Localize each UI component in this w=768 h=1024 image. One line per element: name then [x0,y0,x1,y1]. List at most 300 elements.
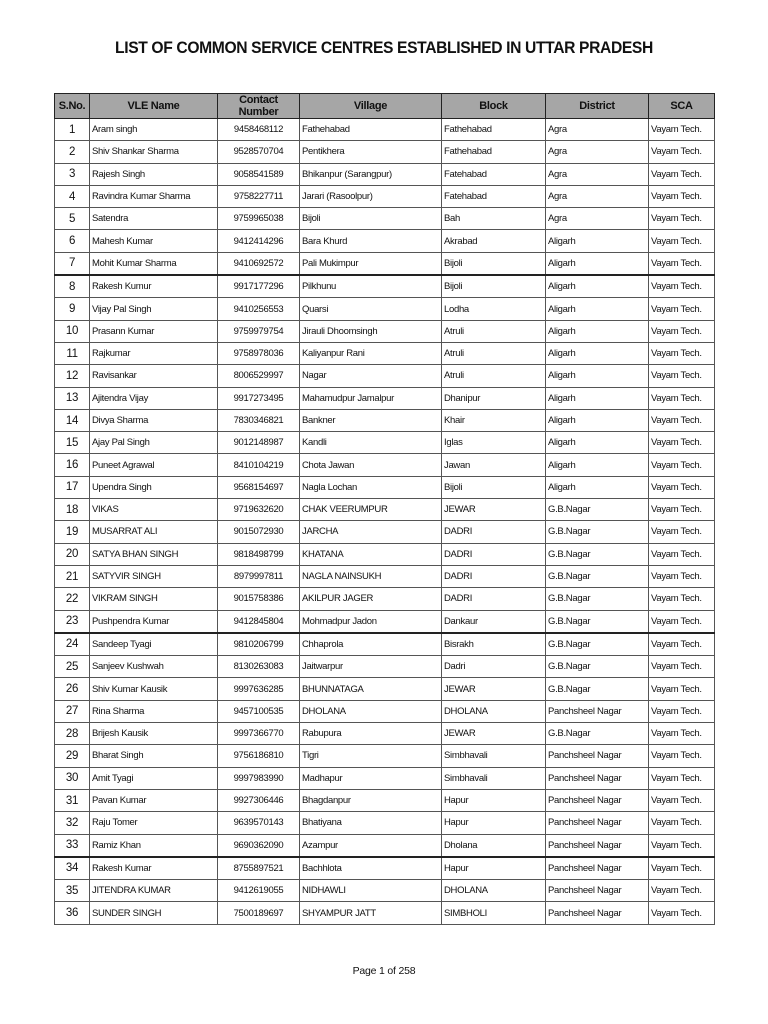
cell-vle-name: Upendra Singh [90,476,218,498]
cell-village: Quarsi [300,298,442,320]
cell-district: Aligarh [546,230,649,252]
cell-contact-number: 9810206799 [218,633,300,656]
cell-sno: 17 [55,476,90,498]
cell-contact-number: 9690362090 [218,834,300,857]
cell-sno: 12 [55,365,90,387]
cell-contact-number: 9568154697 [218,476,300,498]
table-row [55,252,715,275]
cell-contact-number: 9997366770 [218,723,300,745]
cell-vle-name: Rakesh Kumar [90,857,218,880]
cell-block: DADRI [442,565,546,587]
cell-sno: 11 [55,342,90,364]
column-header-sno: S.No. [55,94,90,119]
cell-sca: Vayam Tech. [649,208,715,230]
cell-block: Fathehabad [442,141,546,163]
cell-vle-name: Divya Sharma [90,409,218,431]
cell-district: Aligarh [546,409,649,431]
cell-vle-name: Ajitendra Vijay [90,387,218,409]
cell-sno: 9 [55,298,90,320]
cell-contact-number: 9528570704 [218,141,300,163]
cell-district: G.B.Nagar [546,656,649,678]
cell-village: NAGLA NAINSUKH [300,565,442,587]
cell-block: Dhanipur [442,387,546,409]
page-footer: Page 1 of 258 [352,965,416,977]
cell-village: Bachhlota [300,857,442,880]
cell-block: DHOLANA [442,880,546,902]
cell-village: Nagla Lochan [300,476,442,498]
column-header-sca: SCA [649,94,715,119]
table-row [55,767,715,789]
cell-contact-number: 9410256553 [218,298,300,320]
cell-contact-number: 9015758386 [218,588,300,610]
cell-district: Panchsheel Nagar [546,902,649,924]
cell-contact-number: 8130263083 [218,656,300,678]
table-row [55,521,715,543]
cell-contact-number: 9758227711 [218,185,300,207]
cell-village: BHUNNATAGA [300,678,442,700]
cell-village: Bankner [300,409,442,431]
cell-block: DADRI [442,543,546,565]
cell-sno: 1 [55,119,90,141]
cell-district: Panchsheel Nagar [546,789,649,811]
cell-sca: Vayam Tech. [649,163,715,185]
cell-sno: 6 [55,230,90,252]
table-row [55,342,715,364]
cell-sca: Vayam Tech. [649,723,715,745]
cell-vle-name: Pavan Kumar [90,789,218,811]
cell-sno: 20 [55,543,90,565]
cell-block: JEWAR [442,723,546,745]
cell-district: G.B.Nagar [546,588,649,610]
table-row [55,745,715,767]
cell-contact-number: 9917177296 [218,275,300,298]
cell-village: Mohmadpur Jadon [300,610,442,633]
cell-contact-number: 9997983990 [218,767,300,789]
cell-vle-name: Sanjeev Kushwah [90,656,218,678]
cell-district: Aligarh [546,252,649,275]
table-row [55,141,715,163]
cell-sno: 23 [55,610,90,633]
cell-sca: Vayam Tech. [649,834,715,857]
cell-district: Aligarh [546,454,649,476]
table-row [55,185,715,207]
cell-district: G.B.Nagar [546,678,649,700]
cell-block: SIMBHOLI [442,902,546,924]
cell-vle-name: Aram singh [90,119,218,141]
cell-sno: 21 [55,565,90,587]
cell-contact-number: 9927306446 [218,789,300,811]
cell-block: Fatehabad [442,163,546,185]
cell-sno: 33 [55,834,90,857]
cell-village: Kandli [300,432,442,454]
table-row [55,723,715,745]
cell-sno: 32 [55,812,90,834]
cell-district: G.B.Nagar [546,521,649,543]
cell-block: Atruli [442,342,546,364]
cell-sca: Vayam Tech. [649,565,715,587]
cell-vle-name: VIKRAM SINGH [90,588,218,610]
cell-contact-number: 9458468112 [218,119,300,141]
cell-village: Bhatiyana [300,812,442,834]
cell-sca: Vayam Tech. [649,252,715,275]
column-header-contact-number: Contact Number [218,94,300,119]
cell-village: Jirauli Dhoomsingh [300,320,442,342]
cell-block: DHOLANA [442,700,546,722]
cell-block: Dholana [442,834,546,857]
cell-sca: Vayam Tech. [649,141,715,163]
cell-block: Fatehabad [442,185,546,207]
cell-vle-name: Amit Tyagi [90,767,218,789]
cell-block: Simbhavali [442,767,546,789]
cell-block: Akrabad [442,230,546,252]
cell-district: Aligarh [546,365,649,387]
cell-vle-name: Raju Tomer [90,812,218,834]
cell-district: Agra [546,208,649,230]
cell-village: Pilkhunu [300,275,442,298]
cell-contact-number: 9412414296 [218,230,300,252]
table-row [55,902,715,924]
cell-contact-number: 9758978036 [218,342,300,364]
cell-block: Fathehabad [442,119,546,141]
cell-vle-name: MUSARRAT ALI [90,521,218,543]
cell-sno: 26 [55,678,90,700]
table-row [55,230,715,252]
cell-village: Nagar [300,365,442,387]
cell-contact-number: 9015072930 [218,521,300,543]
table-row [55,163,715,185]
cell-block: Simbhavali [442,745,546,767]
cell-district: Aligarh [546,298,649,320]
cell-vle-name: Rajesh Singh [90,163,218,185]
cell-contact-number: 9759965038 [218,208,300,230]
cell-sca: Vayam Tech. [649,387,715,409]
cell-contact-number: 9410692572 [218,252,300,275]
cell-sno: 25 [55,656,90,678]
cell-sca: Vayam Tech. [649,499,715,521]
cell-sno: 5 [55,208,90,230]
cell-village: CHAK VEERUMPUR [300,499,442,521]
cell-district: G.B.Nagar [546,723,649,745]
cell-block: Dankaur [442,610,546,633]
cell-village: Bhagdanpur [300,789,442,811]
cell-district: Panchsheel Nagar [546,767,649,789]
cell-vle-name: Shiv Kumar Kausik [90,678,218,700]
cell-vle-name: Mohit Kumar Sharma [90,252,218,275]
cell-contact-number: 9917273495 [218,387,300,409]
cell-sca: Vayam Tech. [649,298,715,320]
cell-sno: 36 [55,902,90,924]
cell-village: Pentikhera [300,141,442,163]
cell-contact-number: 8006529997 [218,365,300,387]
cell-sca: Vayam Tech. [649,185,715,207]
cell-sca: Vayam Tech. [649,857,715,880]
cell-contact-number: 9719632620 [218,499,300,521]
cell-district: Panchsheel Nagar [546,834,649,857]
cell-sno: 7 [55,252,90,275]
cell-vle-name: Rajkumar [90,342,218,364]
cell-vle-name: VIKAS [90,499,218,521]
cell-vle-name: JITENDRA KUMAR [90,880,218,902]
cell-village: Rabupura [300,723,442,745]
cell-sno: 29 [55,745,90,767]
cell-sno: 10 [55,320,90,342]
column-header-village: Village [300,94,442,119]
cell-contact-number: 9012148987 [218,432,300,454]
cell-district: Aligarh [546,320,649,342]
cell-block: Iglas [442,432,546,454]
cell-vle-name: SUNDER SINGH [90,902,218,924]
cell-village: Madhapur [300,767,442,789]
cell-district: Panchsheel Nagar [546,857,649,880]
cell-vle-name: Shiv Shankar Sharma [90,141,218,163]
cell-vle-name: Prasann Kumar [90,320,218,342]
cell-district: Agra [546,185,649,207]
cell-district: Agra [546,119,649,141]
cell-village: Bijoli [300,208,442,230]
column-header-block: Block [442,94,546,119]
cell-block: Atruli [442,365,546,387]
cell-sca: Vayam Tech. [649,789,715,811]
cell-block: Atruli [442,320,546,342]
cell-sca: Vayam Tech. [649,119,715,141]
cell-block: DADRI [442,521,546,543]
cell-contact-number: 7830346821 [218,409,300,431]
cell-block: JEWAR [442,678,546,700]
cell-contact-number: 9759979754 [218,320,300,342]
cell-sca: Vayam Tech. [649,700,715,722]
cell-vle-name: Ravisankar [90,365,218,387]
cell-contact-number: 7500189697 [218,902,300,924]
cell-district: Agra [546,163,649,185]
cell-vle-name: SATYA BHAN SINGH [90,543,218,565]
table-row [55,678,715,700]
cell-village: Jaitwarpur [300,656,442,678]
cell-contact-number: 9639570143 [218,812,300,834]
table-row [55,208,715,230]
cell-block: Jawan [442,454,546,476]
cell-vle-name: Vijay Pal Singh [90,298,218,320]
cell-sno: 15 [55,432,90,454]
cell-block: Bijoli [442,275,546,298]
cell-district: G.B.Nagar [546,610,649,633]
table-body [55,119,715,925]
cell-block: Lodha [442,298,546,320]
cell-sno: 34 [55,857,90,880]
table-row [55,633,715,656]
cell-block: Dadri [442,656,546,678]
cell-district: Panchsheel Nagar [546,700,649,722]
cell-sca: Vayam Tech. [649,320,715,342]
table-row [55,880,715,902]
cell-vle-name: Pushpendra Kumar [90,610,218,633]
cell-district: Aligarh [546,432,649,454]
cell-block: Bisrakh [442,633,546,656]
cell-sca: Vayam Tech. [649,476,715,498]
cell-vle-name: Ravindra Kumar Sharma [90,185,218,207]
cell-village: DHOLANA [300,700,442,722]
cell-district: Aligarh [546,342,649,364]
cell-village: Bhikanpur (Sarangpur) [300,163,442,185]
cell-block: Bah [442,208,546,230]
cell-sno: 18 [55,499,90,521]
table-row [55,700,715,722]
table-row [55,409,715,431]
cell-district: Agra [546,141,649,163]
cell-contact-number: 9756186810 [218,745,300,767]
cell-block: DADRI [442,588,546,610]
cell-sca: Vayam Tech. [649,230,715,252]
table-row [55,812,715,834]
document-title: LIST OF COMMON SERVICE CENTRES ESTABLISHED IN UTTAR PRADESH [115,38,653,57]
cell-village: Mahamudpur Jamalpur [300,387,442,409]
table-row [55,610,715,633]
cell-sca: Vayam Tech. [649,521,715,543]
cell-sca: Vayam Tech. [649,745,715,767]
cell-sno: 4 [55,185,90,207]
table-row [55,365,715,387]
cell-vle-name: SATYVIR SINGH [90,565,218,587]
cell-sno: 13 [55,387,90,409]
cell-contact-number: 9818498799 [218,543,300,565]
cell-district: G.B.Nagar [546,499,649,521]
cell-sno: 22 [55,588,90,610]
cell-sca: Vayam Tech. [649,610,715,633]
cell-village: Tigri [300,745,442,767]
cell-sca: Vayam Tech. [649,409,715,431]
cell-sno: 16 [55,454,90,476]
cell-sca: Vayam Tech. [649,767,715,789]
cell-sca: Vayam Tech. [649,454,715,476]
cell-district: Aligarh [546,275,649,298]
cell-sca: Vayam Tech. [649,588,715,610]
cell-vle-name: Brijesh Kausik [90,723,218,745]
cell-sca: Vayam Tech. [649,678,715,700]
cell-vle-name: Bharat Singh [90,745,218,767]
cell-vle-name: Ramiz Khan [90,834,218,857]
table-row [55,543,715,565]
cell-block: Hapur [442,812,546,834]
cell-village: Kaliyanpur Rani [300,342,442,364]
table-row [55,565,715,587]
cell-vle-name: Mahesh Kumar [90,230,218,252]
cell-district: G.B.Nagar [546,543,649,565]
cell-contact-number: 8410104219 [218,454,300,476]
cell-village: AKILPUR JAGER [300,588,442,610]
cell-sca: Vayam Tech. [649,812,715,834]
cell-district: Panchsheel Nagar [546,880,649,902]
cell-village: NIDHAWLI [300,880,442,902]
cell-village: Bara Khurd [300,230,442,252]
cell-vle-name: Sandeep Tyagi [90,633,218,656]
cell-sno: 3 [55,163,90,185]
table-row [55,432,715,454]
cell-district: Panchsheel Nagar [546,745,649,767]
cell-sno: 35 [55,880,90,902]
cell-vle-name: Ajay Pal Singh [90,432,218,454]
table-row [55,499,715,521]
cell-village: Chota Jawan [300,454,442,476]
cell-sca: Vayam Tech. [649,880,715,902]
cell-village: JARCHA [300,521,442,543]
cell-contact-number: 8755897521 [218,857,300,880]
cell-sca: Vayam Tech. [649,342,715,364]
cell-sno: 31 [55,789,90,811]
cell-sno: 24 [55,633,90,656]
cell-block: Khair [442,409,546,431]
cell-district: Panchsheel Nagar [546,812,649,834]
table-row [55,656,715,678]
column-header-vle-name: VLE Name [90,94,218,119]
cell-block: Hapur [442,789,546,811]
cell-sno: 19 [55,521,90,543]
cell-block: Bijoli [442,252,546,275]
table-header-row [55,94,715,119]
cell-sno: 14 [55,409,90,431]
cell-sno: 2 [55,141,90,163]
cell-village: Pali Mukimpur [300,252,442,275]
cell-sca: Vayam Tech. [649,365,715,387]
cell-contact-number: 9457100535 [218,700,300,722]
cell-contact-number: 9997636285 [218,678,300,700]
cell-district: Aligarh [546,476,649,498]
cell-block: Hapur [442,857,546,880]
cell-sca: Vayam Tech. [649,275,715,298]
table-row [55,119,715,141]
cell-village: Chhaprola [300,633,442,656]
cell-district: G.B.Nagar [546,633,649,656]
table-row [55,275,715,298]
column-header-district: District [546,94,649,119]
cell-contact-number: 8979997811 [218,565,300,587]
table-row [55,857,715,880]
cell-sno: 27 [55,700,90,722]
cell-vle-name: Rina Sharma [90,700,218,722]
table-row [55,588,715,610]
cell-contact-number: 9412845804 [218,610,300,633]
table-row [55,834,715,857]
table-row [55,387,715,409]
cell-sca: Vayam Tech. [649,543,715,565]
cell-village: Azampur [300,834,442,857]
cell-district: Aligarh [546,387,649,409]
cell-village: KHATANA [300,543,442,565]
cell-vle-name: Rakesh Kumur [90,275,218,298]
cell-vle-name: Satendra [90,208,218,230]
cell-block: Bijoli [442,476,546,498]
cell-sca: Vayam Tech. [649,633,715,656]
cell-contact-number: 9058541589 [218,163,300,185]
table-row [55,789,715,811]
cell-village: Jarari (Rasoolpur) [300,185,442,207]
cell-sca: Vayam Tech. [649,432,715,454]
cell-sno: 28 [55,723,90,745]
table-row [55,298,715,320]
csc-table [54,93,715,925]
cell-block: JEWAR [442,499,546,521]
cell-sno: 30 [55,767,90,789]
cell-district: G.B.Nagar [546,565,649,587]
table-row [55,320,715,342]
cell-village: SHYAMPUR JATT [300,902,442,924]
cell-vle-name: Puneet Agrawal [90,454,218,476]
cell-contact-number: 9412619055 [218,880,300,902]
table-row [55,454,715,476]
cell-sca: Vayam Tech. [649,656,715,678]
cell-sca: Vayam Tech. [649,902,715,924]
cell-sno: 8 [55,275,90,298]
cell-village: Fathehabad [300,119,442,141]
table-row [55,476,715,498]
